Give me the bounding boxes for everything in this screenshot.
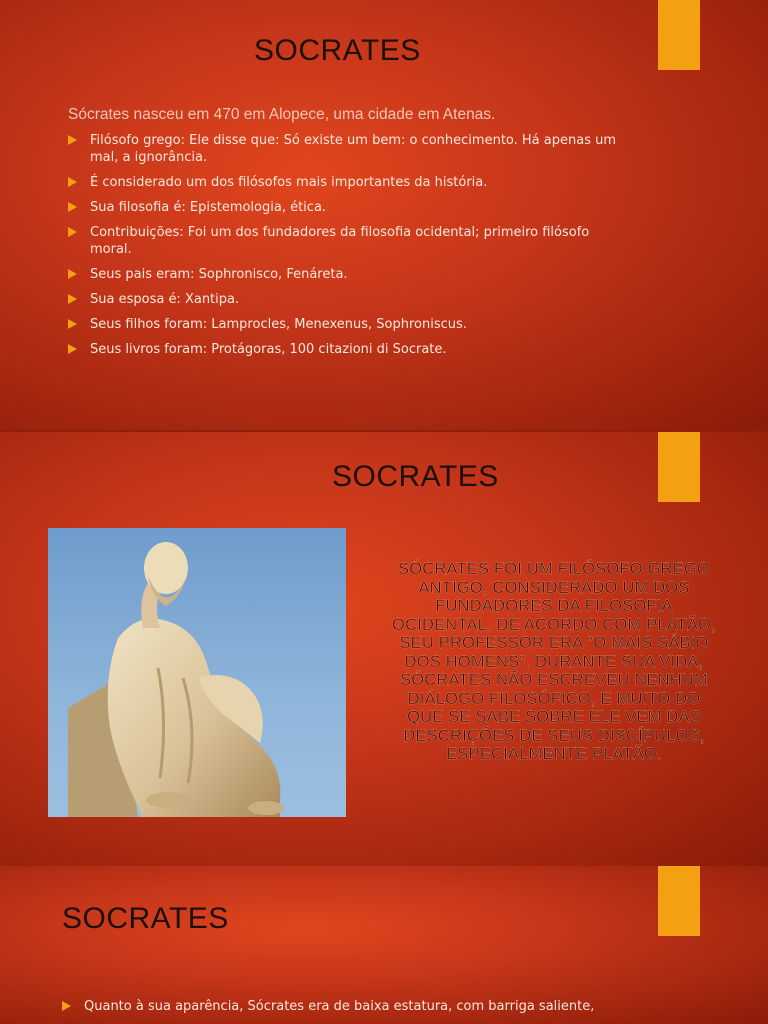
bullet-item: Sua filosofia é: Epistemologia, ética. <box>68 199 618 216</box>
accent-bar <box>658 432 700 502</box>
bullet-item: Contribuições: Foi um dos fundadores da filosofia ocidental; primeiro filósofo moral. <box>68 224 618 258</box>
bullet-item: Filósofo grego: Ele disse que: Só existe um bem: o conhecimento. Há apenas um mal, a ignorância. <box>68 132 618 166</box>
slide-1 <box>0 0 768 430</box>
slide-subtitle: Sócrates nasceu em 470 em Alopece, uma cidade em Atenas. <box>68 106 496 123</box>
bullet-item: É considerado um dos filósofos mais importantes da história. <box>68 174 618 191</box>
bullet-list <box>62 998 682 1023</box>
accent-bar <box>658 0 700 70</box>
bullet-list <box>68 132 618 366</box>
slide-2 <box>0 432 768 866</box>
bullet-item: Quanto à sua aparência, Sócrates era de baixa estatura, com barriga saliente, <box>62 998 682 1015</box>
slide-3 <box>0 866 768 1024</box>
quote-text: SÓCRATES FOI UM FILÓSOFO GREGO ANTIGO, CONSIDERADO UM DOS FUNDADORES DA FILOSOFIA OCIDENTAL. DE ACORDO COM PLATÃO, SEU PROFESSOR ERA "O MAIS SÁBIO DOS HOMENS". DURANTE SUA VIDA, SÓCRATES NÃO ESCREVEU NENHUM DIÁLOGO FILOSÓFICO, E MUITO DO QUE SE SABE SOBRE ELE VEM DAS DESCRIÇÕES DE SEUS DISCÍPULOS, ESPECIALMENTE PLATÃO. <box>392 560 716 763</box>
triangle-bullet-icon <box>68 344 77 354</box>
slide-title: SOCRATES <box>254 34 421 67</box>
slide-title: SOCRATES <box>332 460 499 493</box>
bullet-item: Seus filhos foram: Lamprocles, Menexenus, Sophroniscus. <box>68 316 618 333</box>
triangle-bullet-icon <box>68 202 77 212</box>
triangle-bullet-icon <box>68 319 77 329</box>
triangle-bullet-icon <box>68 177 77 187</box>
triangle-bullet-icon <box>68 294 77 304</box>
triangle-bullet-icon <box>68 135 77 145</box>
bullet-item: Seus livros foram: Protágoras, 100 citazioni di Socrate. <box>68 341 618 358</box>
slide-title: SOCRATES <box>62 902 229 935</box>
triangle-bullet-icon <box>62 1001 71 1011</box>
bullet-item: Seus pais eram: Sophronisco, Fenáreta. <box>68 266 618 283</box>
socrates-statue-image <box>48 528 346 817</box>
triangle-bullet-icon <box>68 269 77 279</box>
bullet-item: Sua esposa é: Xantipa. <box>68 291 618 308</box>
triangle-bullet-icon <box>68 227 77 237</box>
accent-bar <box>658 866 700 936</box>
statue-illustration <box>48 528 346 817</box>
